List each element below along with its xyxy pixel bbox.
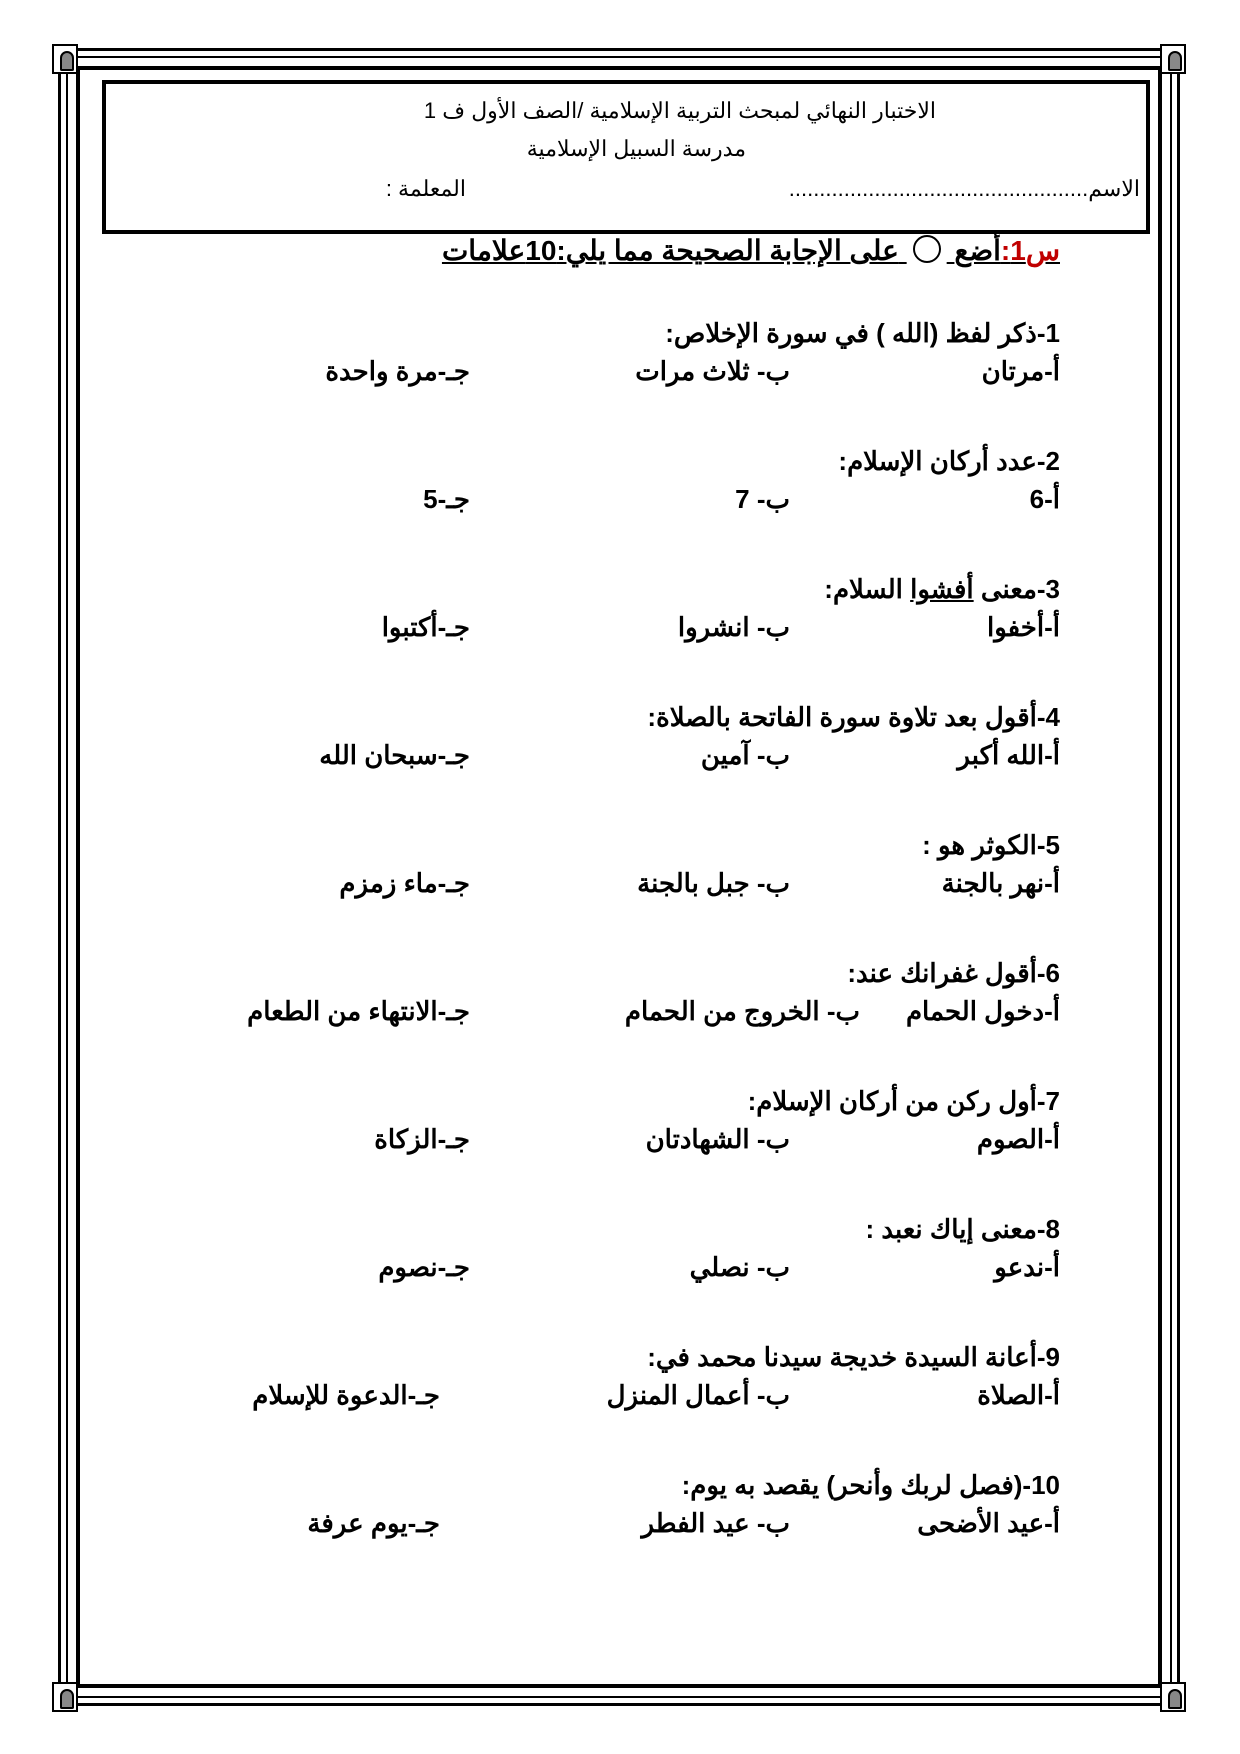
- question-6: [120, 958, 1060, 1058]
- question-2: [120, 446, 1060, 546]
- question-4: [120, 702, 1060, 802]
- student-name-field: الاسم.................................................: [788, 176, 1140, 201]
- option-a[interactable]: أ-مرتان: [981, 356, 1060, 386]
- question-1: [120, 318, 1060, 418]
- option-b[interactable]: ب- الخروج من الحمام: [624, 996, 860, 1026]
- option-b[interactable]: ب- جبل بالجنة: [637, 868, 790, 898]
- corner-ornament-bottom-left: [52, 1682, 78, 1712]
- question-text: 5-الكوثر هو :: [922, 830, 1060, 860]
- exam-title: الاختبار النهائي لمبحث التربية الإسلامية /الصف الأول ف 1: [423, 98, 936, 123]
- school-name: مدرسة السبيل الإسلامية: [526, 136, 746, 161]
- exam-header: [102, 80, 1150, 234]
- question-3: [120, 574, 1060, 674]
- question-text: 2-عدد أركان الإسلام:: [838, 446, 1060, 476]
- option-b[interactable]: ب- انشروا: [677, 612, 790, 642]
- option-a[interactable]: أ-الله أكبر: [957, 740, 1060, 770]
- teacher-label: المعلمة :: [385, 176, 466, 201]
- option-a[interactable]: أ-الصلاة: [977, 1380, 1060, 1410]
- circle-icon: [913, 235, 941, 263]
- question-text: 9-أعانة السيدة خديجة سيدنا محمد في:: [647, 1342, 1060, 1372]
- question-text: 10-(فصل لربك وأنحر) يقصد به يوم:: [681, 1470, 1060, 1500]
- section-label: س1:: [1000, 235, 1060, 266]
- option-a[interactable]: أ-6: [1029, 484, 1060, 514]
- option-b[interactable]: ب- نصلي: [689, 1252, 790, 1282]
- question-9: [120, 1342, 1060, 1442]
- question-8: [120, 1214, 1060, 1314]
- question-text: 4-أقول بعد تلاوة سورة الفاتحة بالصلاة:: [647, 702, 1060, 732]
- option-c[interactable]: جـ-5: [423, 484, 470, 514]
- question-7: [120, 1086, 1060, 1186]
- option-a[interactable]: أ-أخفوا: [987, 612, 1060, 642]
- option-a[interactable]: أ-ندعو: [994, 1252, 1060, 1282]
- option-c[interactable]: جـ-الدعوة للإسلام: [252, 1380, 440, 1410]
- section-title: [442, 234, 1060, 267]
- option-c[interactable]: جـ-سبحان الله: [319, 740, 470, 770]
- question-text: 6-أقول غفرانك عند:: [847, 958, 1060, 988]
- option-b[interactable]: ب- آمين: [700, 740, 790, 770]
- option-c[interactable]: جـ-الزكاة: [374, 1124, 470, 1154]
- option-b[interactable]: ب- عيد الفطر: [641, 1508, 790, 1538]
- option-a[interactable]: أ-دخول الحمام: [905, 996, 1060, 1026]
- question-text: 8-معنى إياك نعبد :: [865, 1214, 1060, 1244]
- option-b[interactable]: ب- أعمال المنزل: [606, 1380, 790, 1410]
- instruction-pre: أضع: [954, 235, 1001, 266]
- option-c[interactable]: جـ-ماء زمزم: [339, 868, 470, 898]
- option-a[interactable]: أ-الصوم: [976, 1124, 1060, 1154]
- corner-ornament-top-left: [52, 44, 78, 74]
- question-text: 1-ذكر لفظ (الله ) في سورة الإخلاص:: [665, 318, 1060, 348]
- underlined-word: أفشوا: [910, 574, 974, 604]
- option-a[interactable]: أ-عيد الأضحى: [917, 1508, 1060, 1538]
- question-text: 3-معنى أفشوا السلام:: [824, 574, 1060, 604]
- option-b[interactable]: ب- ثلاث مرات: [635, 356, 790, 386]
- option-b[interactable]: ب- 7: [735, 484, 790, 514]
- option-b[interactable]: ب- الشهادتان: [645, 1124, 790, 1154]
- corner-ornament-bottom-right: [1160, 1682, 1186, 1712]
- question-text: 7-أول ركن من أركان الإسلام:: [747, 1086, 1060, 1116]
- option-c[interactable]: جـ-أكتبوا: [381, 612, 470, 642]
- question-5: [120, 830, 1060, 930]
- option-c[interactable]: جـ-الانتهاء من الطعام: [247, 996, 470, 1026]
- option-c[interactable]: جـ-يوم عرفة: [307, 1508, 440, 1538]
- instruction-post: على الإجابة الصحيحة مما يلي:10علامات: [441, 235, 899, 266]
- option-a[interactable]: أ-نهر بالجنة: [941, 868, 1060, 898]
- option-c[interactable]: جـ-مرة واحدة: [325, 356, 470, 386]
- option-c[interactable]: جـ-نصوم: [378, 1252, 470, 1282]
- corner-ornament-top-right: [1160, 44, 1186, 74]
- question-10: [120, 1470, 1060, 1570]
